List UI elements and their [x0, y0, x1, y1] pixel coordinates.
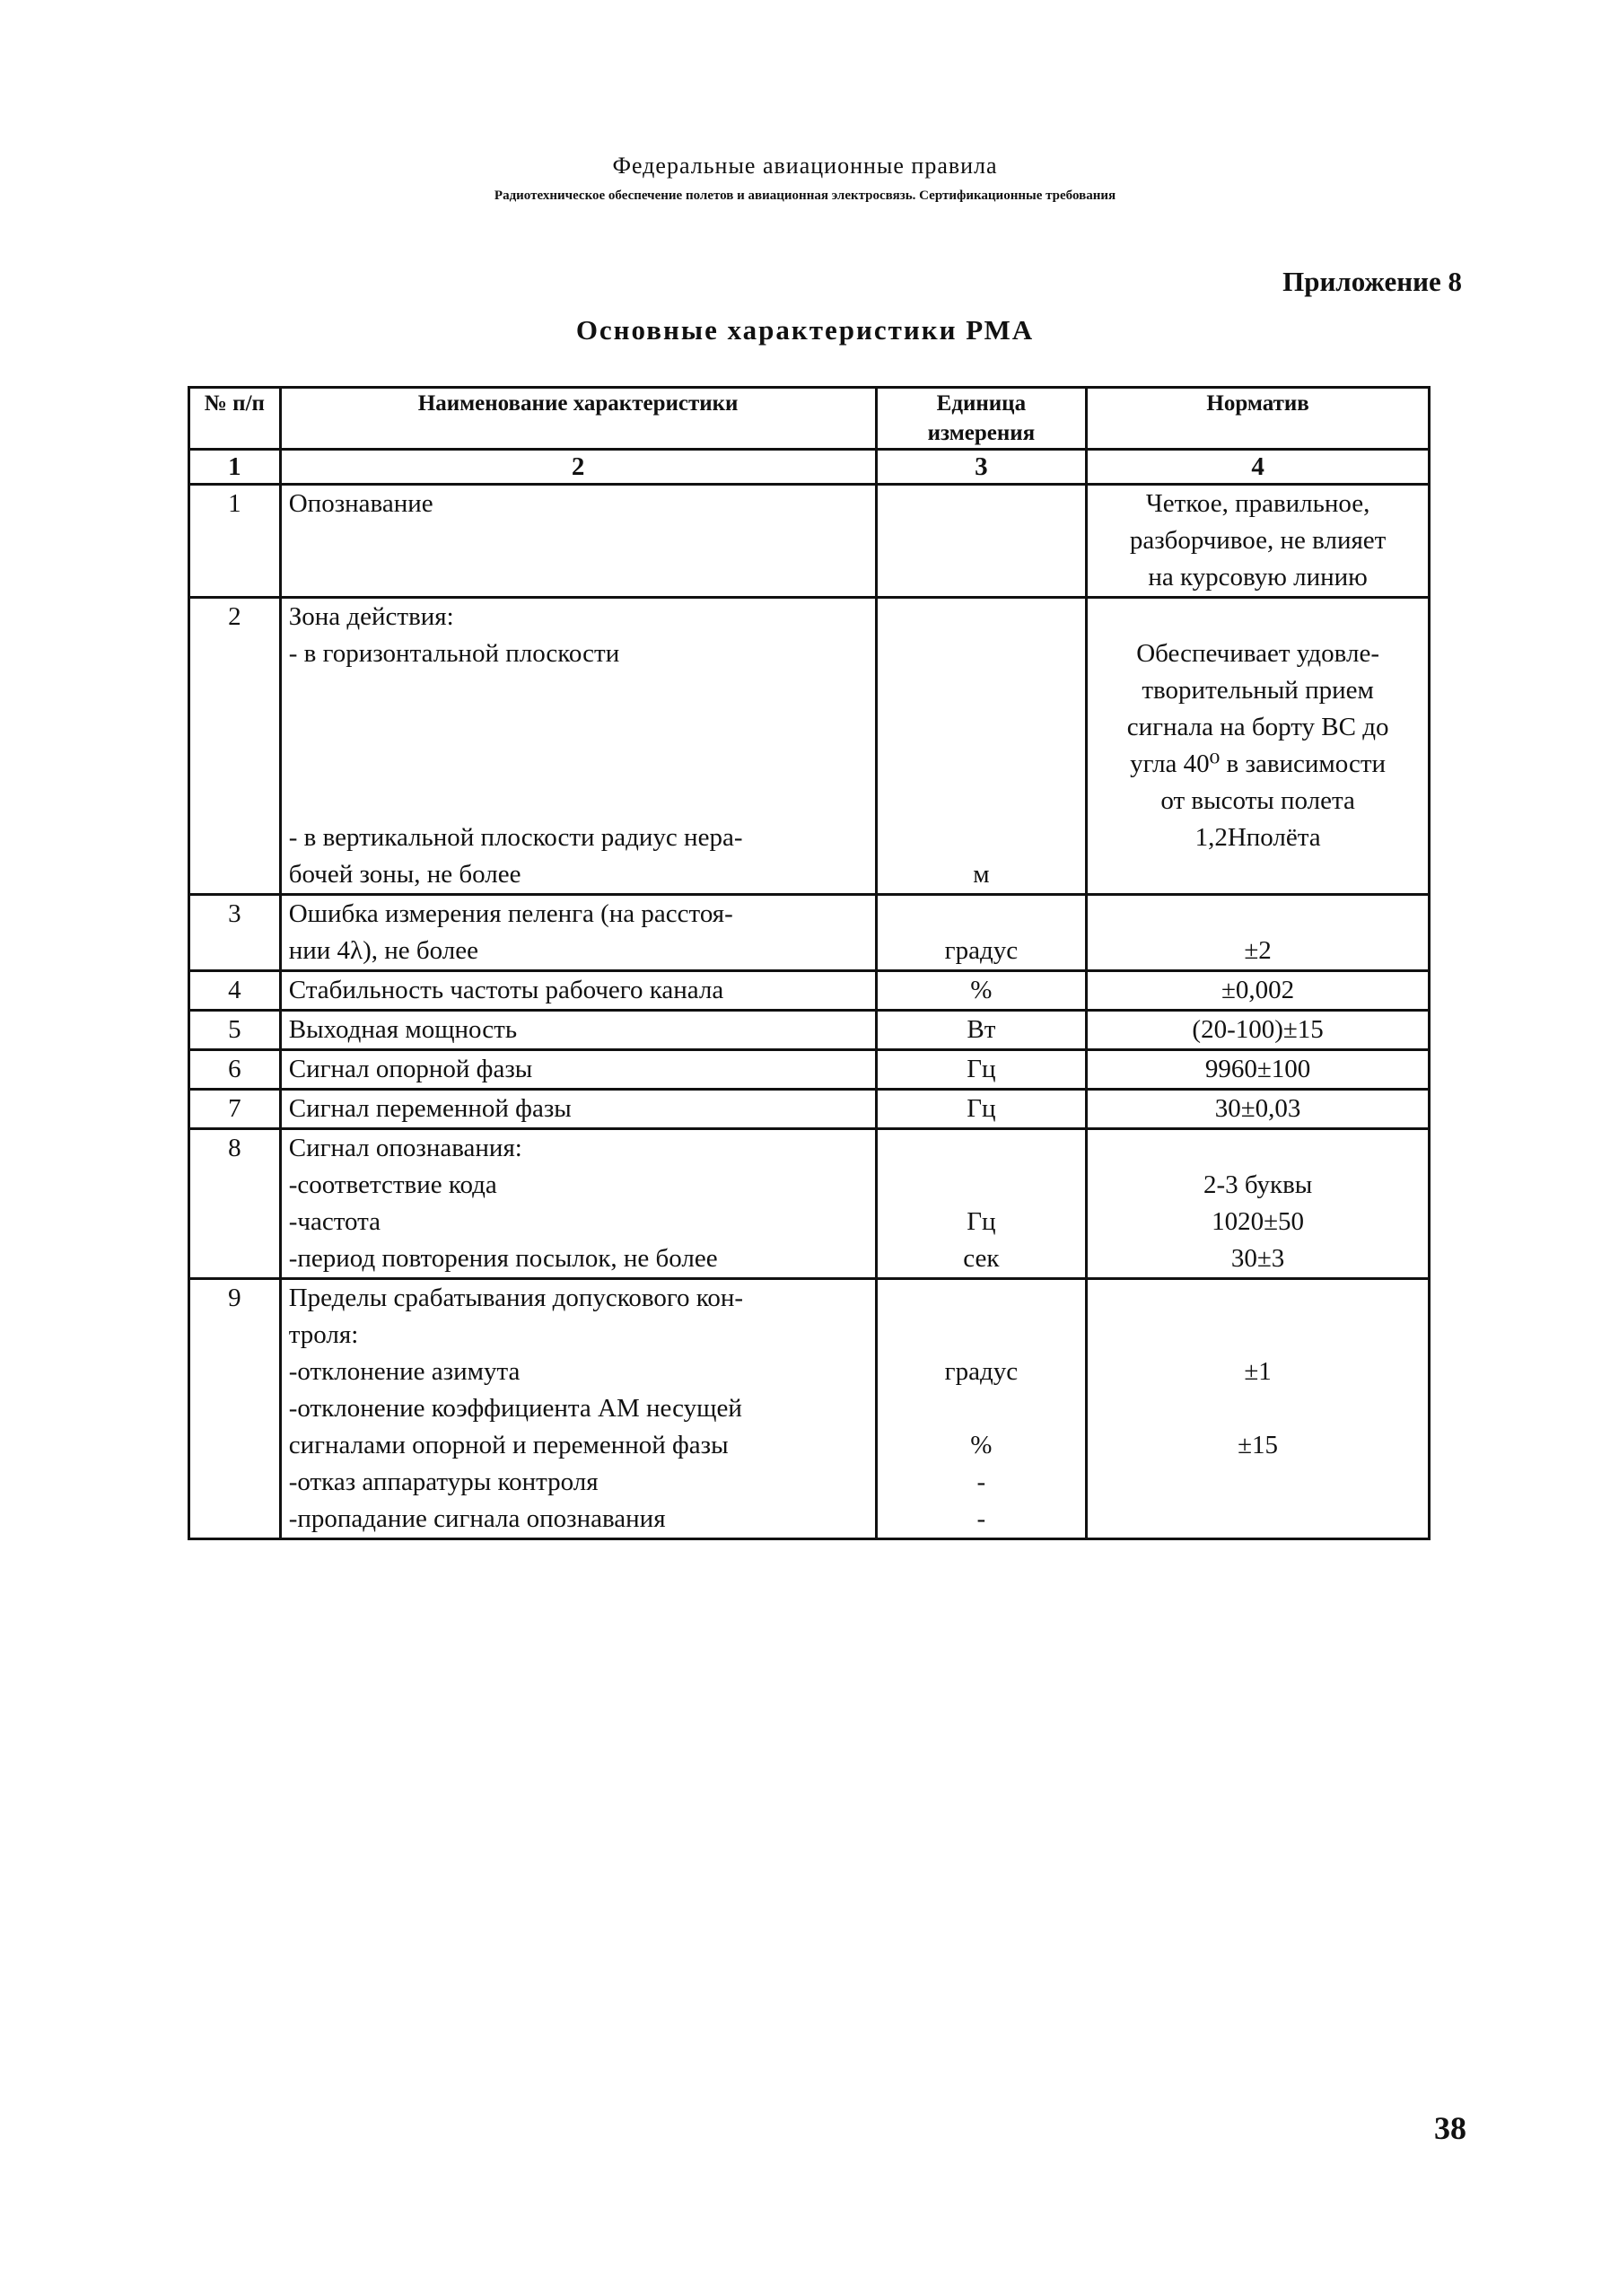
row-name: [280, 895, 876, 971]
column-number: 3: [876, 450, 1087, 485]
unit-line: -: [976, 1468, 986, 1496]
norm-line: 1,2Нполёта: [1194, 823, 1321, 852]
name-line: троля:: [288, 1320, 359, 1349]
name-line: -пропадание сигнала опознавания: [288, 1504, 666, 1533]
column-number: 2: [280, 450, 876, 485]
row-number: 4: [189, 971, 281, 1011]
unit-line: сек: [963, 1244, 1000, 1273]
name-line: -отклонение коэффициента АМ несущей: [288, 1394, 742, 1423]
table-row: [189, 971, 1430, 1011]
page-title: Основные характеристики РМА: [575, 314, 1035, 346]
norm-line: 30±3: [1230, 1244, 1285, 1273]
norm-line: 1020±50: [1212, 1207, 1305, 1236]
unit-line: Гц: [967, 1207, 996, 1236]
column-number: 4: [1087, 450, 1430, 485]
norm-line: 2-3 буквы: [1203, 1170, 1313, 1199]
norm-line: Четкое, правильное,: [1145, 489, 1370, 518]
row-name: [280, 485, 876, 598]
row-number: 2: [189, 598, 281, 895]
row-unit: [876, 895, 1087, 971]
row-number: 8: [189, 1129, 281, 1279]
name-line: -период повторения посылок, не более: [288, 1244, 718, 1273]
page-number: 38: [1434, 2110, 1466, 2146]
table-row: [189, 895, 1430, 971]
name-line: -отказ аппаратуры контроля: [288, 1468, 599, 1496]
row-name: [280, 1279, 876, 1539]
row-norm: (20-100)±15: [1087, 1011, 1430, 1050]
table-row: [189, 1050, 1430, 1090]
row-number: 7: [189, 1090, 281, 1129]
norm-line: сигнала на борту ВС до: [1126, 713, 1389, 741]
table-row: [189, 485, 1430, 598]
unit-line: градус: [944, 936, 1019, 965]
row-unit: [876, 598, 1087, 895]
header-unit: Единица измерения: [876, 388, 1087, 450]
norm-line: на курсовую линию: [1148, 563, 1368, 592]
row-norm: [1087, 1279, 1430, 1539]
row-unit: [876, 485, 1087, 598]
document-header-title: Федеральные авиационные правила: [612, 153, 998, 179]
row-norm: [1087, 485, 1430, 598]
row-number: 9: [189, 1279, 281, 1539]
header-number: № п/п: [189, 388, 281, 450]
row-name: Сигнал переменной фазы: [280, 1090, 876, 1129]
norm-line: творительный прием: [1142, 676, 1374, 705]
row-norm: ±0,002: [1087, 971, 1430, 1011]
row-name: [280, 598, 876, 895]
unit-line: %: [970, 1431, 993, 1459]
document-header-subtitle: Радиотехническое обеспечение полетов и авиационная электросвязь. Сертификационные требования: [494, 188, 1116, 203]
row-number: 3: [189, 895, 281, 971]
row-norm: [1087, 895, 1430, 971]
row-unit: [876, 1279, 1087, 1539]
row-norm: 9960±100: [1087, 1050, 1430, 1090]
column-number: 1: [189, 450, 281, 485]
name-line: -соответствие кода: [288, 1170, 497, 1199]
name-line: Опознавание: [288, 489, 433, 518]
row-name: Стабильность частоты рабочего канала: [280, 971, 876, 1011]
unit-line: м: [973, 860, 990, 889]
name-line: сигналами опорной и переменной фазы: [288, 1431, 729, 1459]
norm-line: разборчивое, не влияет: [1129, 526, 1387, 555]
row-unit: %: [876, 971, 1087, 1011]
name-line: бочей зоны, не более: [288, 860, 521, 889]
table-row: [189, 1011, 1430, 1050]
name-line: - в горизонтальной плоскости: [288, 639, 620, 668]
norm-line: угла 40⁰ в зависимости: [1130, 749, 1387, 778]
row-name: Сигнал опорной фазы: [280, 1050, 876, 1090]
row-number: 1: [189, 485, 281, 598]
column-number-row: [189, 450, 1430, 485]
norm-line: ±1: [1244, 1357, 1272, 1386]
name-line: Зона действия:: [288, 602, 454, 631]
name-line: нии 4λ), не более: [288, 936, 478, 965]
table-row: [189, 1279, 1430, 1539]
table-row: [189, 1090, 1430, 1129]
table-row: [189, 598, 1430, 895]
name-line: Ошибка измерения пеленга (на расстоя-: [288, 899, 733, 928]
table-header-row: [189, 388, 1430, 450]
appendix-label: Приложение 8: [1282, 266, 1462, 297]
name-line: -отклонение азимута: [288, 1357, 521, 1386]
name-line: -частота: [288, 1207, 381, 1236]
row-norm: [1087, 598, 1430, 895]
norm-line: Обеспечивает удовле-: [1136, 639, 1379, 668]
norm-line: ±15: [1238, 1431, 1279, 1459]
header-norm: Норматив: [1087, 388, 1430, 450]
row-name: Выходная мощность: [280, 1011, 876, 1050]
row-norm: [1087, 1129, 1430, 1279]
row-unit: [876, 1129, 1087, 1279]
row-number: 6: [189, 1050, 281, 1090]
header-name: Наименование характеристики: [280, 388, 876, 450]
row-unit: Вт: [876, 1011, 1087, 1050]
row-norm: 30±0,03: [1087, 1090, 1430, 1129]
name-line: - в вертикальной плоскости радиус нера-: [288, 823, 743, 852]
characteristics-table: [188, 386, 1431, 1540]
name-line: Пределы срабатывания допускового кон-: [288, 1284, 744, 1312]
name-line: Сигнал опознавания:: [288, 1134, 522, 1162]
row-unit: Гц: [876, 1090, 1087, 1129]
unit-line: градус: [944, 1357, 1019, 1386]
norm-line: ±2: [1244, 936, 1272, 965]
row-unit: Гц: [876, 1050, 1087, 1090]
row-name: [280, 1129, 876, 1279]
unit-line: -: [976, 1504, 986, 1533]
row-number: 5: [189, 1011, 281, 1050]
norm-line: от высоты полета: [1160, 786, 1355, 815]
table-row: [189, 1129, 1430, 1279]
